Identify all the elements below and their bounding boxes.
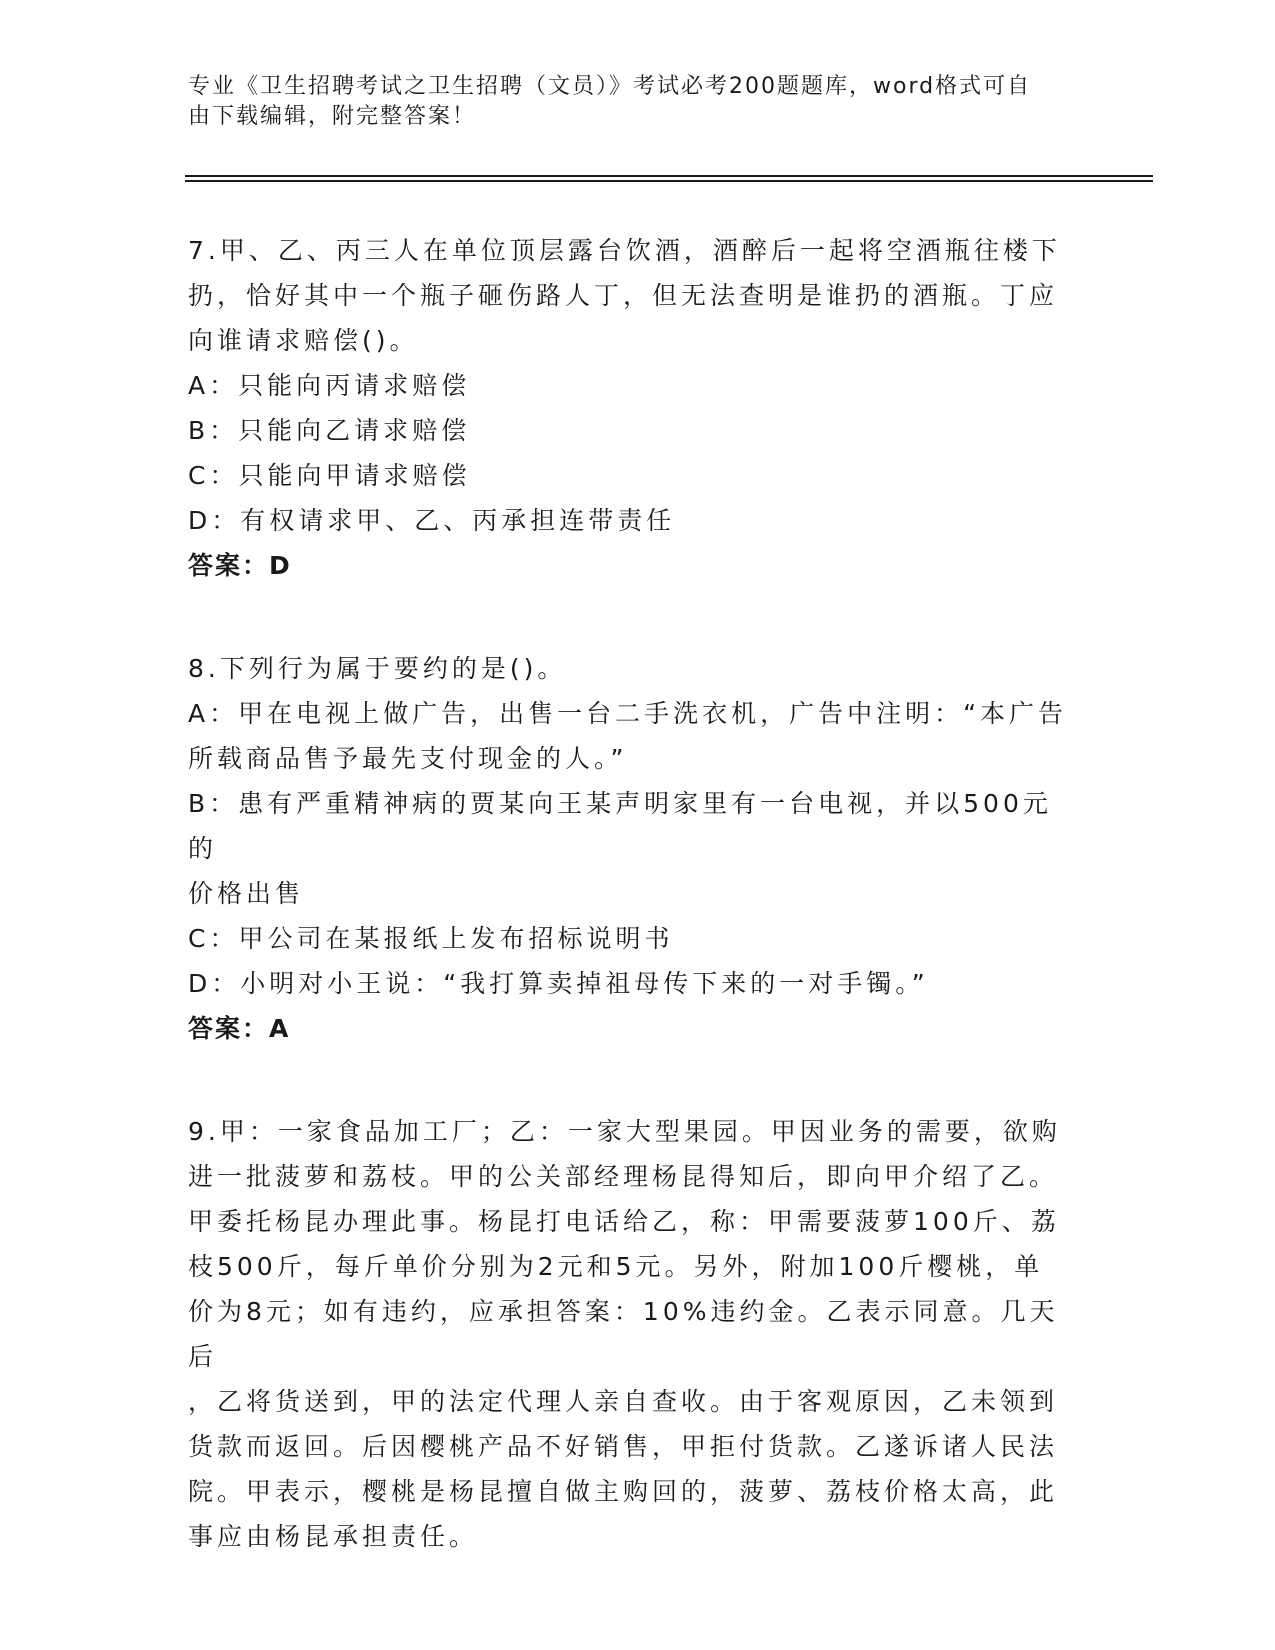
header-divider-bottom (185, 180, 1153, 182)
option-a: A：甲在电视上做广告，出售一台二手洗衣机，广告中注明：“本广告 (188, 699, 1068, 728)
question-stem-line: 向谁请求赔偿()。 (188, 326, 419, 355)
question-stem-line: 8.下列行为属于要约的是()。 (188, 654, 567, 683)
answer-line: 答案：D (188, 551, 292, 580)
question-stem-line: 事应由杨昆承担责任。 (188, 1522, 479, 1551)
option-b: B：只能向乙请求赔偿 (188, 416, 471, 445)
question-stem-line: 扔，恰好其中一个瓶子砸伤路人丁，但无法查明是谁扔的酒瓶。丁应 (188, 281, 1059, 310)
question-8 (188, 646, 1078, 1052)
header-divider-top (185, 175, 1153, 177)
option-d: D：小明对小王说：“我打算卖掉祖母传下来的一对手镯。” (188, 969, 929, 998)
question-stem-line: 7.甲、乙、丙三人在单位顶层露台饮酒，酒醉后一起将空酒瓶往楼下 (188, 236, 1061, 265)
question-stem-line: ，乙将货送到，甲的法定代理人亲自查收。由于客观原因，乙未领到 (188, 1387, 1059, 1416)
option-d: D：有权请求甲、乙、丙承担连带责任 (188, 506, 676, 535)
question-stem-line: 院。甲表示，樱桃是杨昆擅自做主购回的，菠萝、荔枝价格太高，此 (188, 1477, 1059, 1506)
document-header (188, 72, 1068, 132)
option-b: B：患有严重精神病的贾某向王某声明家里有一台电视，并以500元的 (188, 789, 1052, 863)
question-9 (188, 1109, 1078, 1559)
question-stem-line: 价为8元；如有违约，应承担答案：10%违约金。乙表示同意。几天后 (188, 1297, 1059, 1371)
question-stem-line: 甲委托杨昆办理此事。杨昆打电话给乙，称：甲需要菠萝100斤、荔 (188, 1207, 1060, 1236)
option-b-continued: 价格出售 (188, 879, 305, 908)
option-c: C：只能向甲请求赔偿 (188, 461, 471, 490)
question-stem-line: 进一批菠萝和荔枝。甲的公关部经理杨昆得知后，即向甲介绍了乙。 (188, 1162, 1059, 1191)
header-line-1: 专业《卫生招聘考试之卫生招聘（文员）》考试必考200题题库，word格式可自 (188, 74, 1032, 99)
question-stem-line: 枝500斤，每斤单价分别为2元和5元。另外，附加100斤樱桃，单 (188, 1252, 1044, 1281)
option-a: A：只能向丙请求赔偿 (188, 371, 471, 400)
option-a-continued: 所载商品售予最先支付现金的人。” (188, 744, 628, 773)
answer-line: 答案：A (188, 1014, 291, 1043)
question-7 (188, 228, 1078, 589)
question-list (188, 228, 1078, 1616)
option-c: C：甲公司在某报纸上发布招标说明书 (188, 924, 674, 953)
question-stem-line: 9.甲：一家食品加工厂；乙：一家大型果园。甲因业务的需要，欲购 (188, 1117, 1061, 1146)
question-stem-line: 货款而返回。后因樱桃产品不好销售，甲拒付货款。乙遂诉诸人民法 (188, 1432, 1059, 1461)
header-line-2: 由下载编辑，附完整答案！ (188, 104, 477, 129)
